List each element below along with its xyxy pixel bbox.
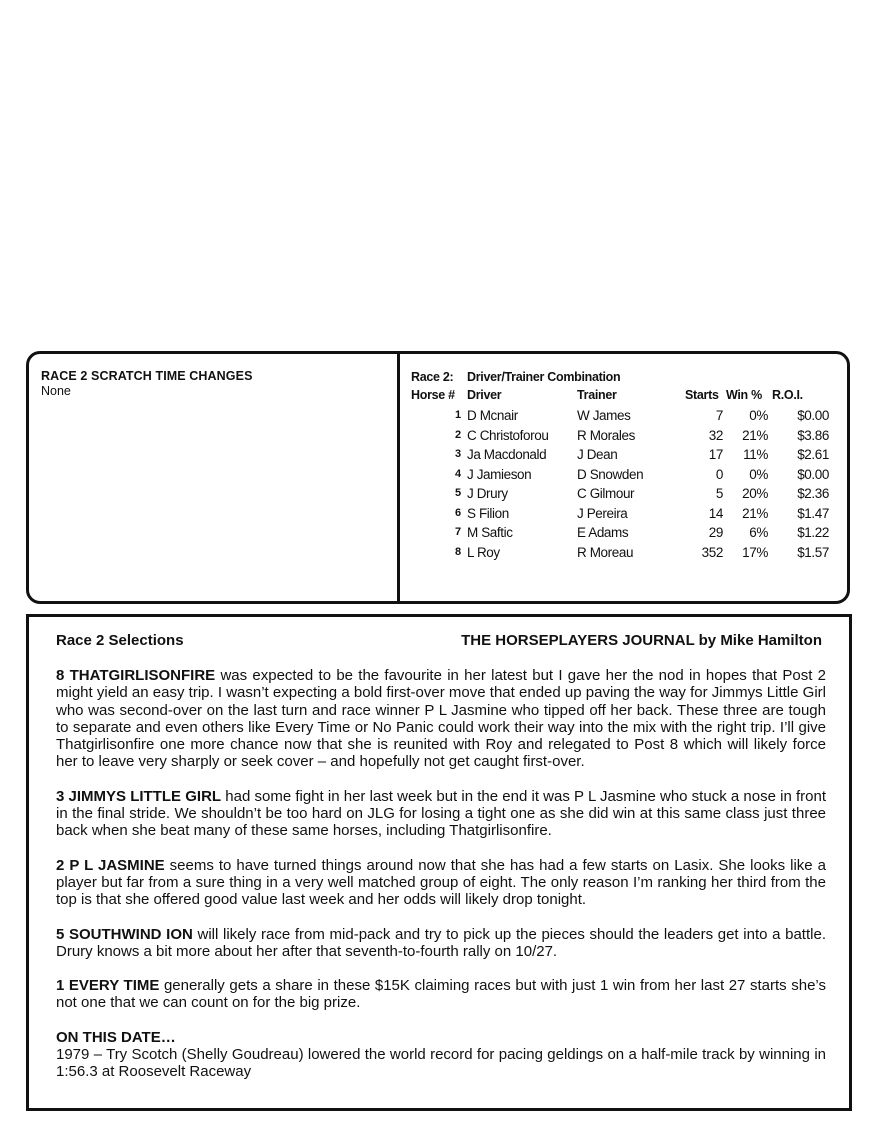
driver-name: L Roy xyxy=(467,544,500,560)
pick-text: had some fight in her last week but in the end it was P L Jasmine who stuck a nose in front in the final stride. We shouldn’t be too hard on JLG for losing a tight one as she did win at this same class just three back when she beat many of these same horses, including Thatgirlisonfire. xyxy=(56,787,827,840)
pick-name: 2 P L JASMINE xyxy=(56,856,165,874)
win-pct-value: 21% xyxy=(742,427,768,443)
starts-value: 14 xyxy=(708,505,723,521)
scratch-body: None xyxy=(41,384,71,398)
driver-name: M Saftic xyxy=(467,525,513,540)
table-row xyxy=(411,445,841,465)
driver-name: D Mcnair xyxy=(467,408,518,423)
pick-paragraph xyxy=(56,926,826,961)
win-pct-value: 17% xyxy=(742,544,768,560)
selections-header xyxy=(56,632,822,649)
table-title-row xyxy=(411,370,841,386)
pick-text: seems to have turned things around now that she has had a few starts on Lasix. She looks like a player but far from a sure thing in a very well matched group of eight. The only reason I’m ranking her third from the top is that she offered good value last week and her odds will likely drop tonight. xyxy=(56,856,826,909)
roi-value: $1.22 xyxy=(797,525,829,540)
starts-value: 0 xyxy=(715,466,723,482)
on-this-date-text: 1979 – Try Scotch (Shelly Goudreau) lowered the world record for pacing geldings on a half-mile track by winning in 1:56.3 at Roosevelt Raceway xyxy=(56,1046,826,1081)
pick-name: 3 JIMMYS LITTLE GIRL xyxy=(56,787,222,805)
pick-name: 8 THATGIRLISONFIRE xyxy=(56,667,216,684)
pick-name: 5 SOUTHWIND ION xyxy=(56,925,193,943)
table-header-row xyxy=(411,386,841,406)
trainer-name: J Pereira xyxy=(577,505,628,521)
selections-content xyxy=(56,667,826,1098)
scratch-time-changes xyxy=(41,369,253,398)
starts-value: 17 xyxy=(708,447,723,462)
driver-trainer-table xyxy=(411,370,841,562)
win-pct-value: 11% xyxy=(743,447,768,462)
trainer-name: W James xyxy=(577,408,631,423)
pick-text: was expected to be the favourite in her latest but I gave her the nod in hopes that Post 2 might yield an easy trip. I wasn’t expecting a bold first-over move that ended up paving the way for Jimmys Little Girl who was second-over on the last turn and race winner P L Jasmine who tipped off her back. These three are tough to separate and even others like Every Time or No Panic could work their way into the mix with the right trip. I’ll give Thatgirlisonfire one more chance now that she is reunited with Roy and relegated to Post 8 which will likely force her to leave very sharply or seek cover – and hopefully not get caught first-over. xyxy=(56,667,826,771)
trainer-name: C Gilmour xyxy=(577,486,635,501)
col-horse: Horse # xyxy=(411,388,455,402)
journal-title: THE HORSEPLAYERS JOURNAL by Mike Hamilton xyxy=(461,632,822,649)
col-trainer: Trainer xyxy=(577,388,617,402)
trainer-name: R Moreau xyxy=(577,544,634,560)
on-this-date-title: ON THIS DATE… xyxy=(56,1028,176,1046)
horse-number: 4 xyxy=(455,467,461,480)
roi-value: $2.61 xyxy=(797,447,829,462)
table-row xyxy=(411,504,841,524)
starts-value: 29 xyxy=(708,525,723,540)
roi-value: $1.57 xyxy=(797,544,829,560)
roi-value: $2.36 xyxy=(797,486,829,501)
table-row xyxy=(411,543,841,563)
driver-name: J Drury xyxy=(467,486,508,501)
starts-value: 7 xyxy=(715,408,723,423)
win-pct-value: 21% xyxy=(742,505,768,521)
col-starts: Starts xyxy=(685,388,719,402)
driver-name: Ja Macdonald xyxy=(467,447,547,462)
trainer-name: J Dean xyxy=(577,447,618,462)
roi-value: $1.47 xyxy=(797,505,829,521)
roi-value: $0.00 xyxy=(797,408,829,423)
horse-number: 8 xyxy=(455,545,461,558)
race-info-box xyxy=(26,351,850,604)
table-title: Driver/Trainer Combination xyxy=(467,370,621,384)
horse-number: 2 xyxy=(455,428,461,441)
col-driver: Driver xyxy=(467,388,502,402)
trainer-name: D Snowden xyxy=(577,466,644,482)
horse-number: 5 xyxy=(455,487,461,499)
col-win: Win % xyxy=(726,388,762,402)
pick-name: 1 EVERY TIME xyxy=(56,977,160,995)
race-label: Race 2: xyxy=(411,370,454,384)
pick-paragraph xyxy=(56,977,826,1012)
trainer-name: E Adams xyxy=(577,525,629,540)
win-pct-value: 0% xyxy=(749,408,768,423)
driver-name: J Jamieson xyxy=(467,466,532,482)
horse-number: 6 xyxy=(455,506,461,519)
driver-name: C Christoforou xyxy=(467,427,549,443)
starts-value: 352 xyxy=(701,544,723,560)
table-row xyxy=(411,406,841,426)
pick-paragraph xyxy=(56,667,826,771)
horse-number: 7 xyxy=(455,526,461,538)
pick-paragraph xyxy=(56,857,826,909)
on-this-date xyxy=(56,1029,826,1081)
roi-value: $3.86 xyxy=(797,427,829,443)
table-row xyxy=(411,484,841,504)
pick-text: will likely race from mid-pack and try to pick up the pieces should the leaders get into a battle. Drury knows a bit more about her after that seventh-to-fourth rally on 10/27. xyxy=(56,925,826,960)
trainer-name: R Morales xyxy=(577,427,635,443)
roi-value: $0.00 xyxy=(797,466,829,482)
table-row xyxy=(411,523,841,543)
win-pct-value: 6% xyxy=(749,525,768,540)
starts-value: 32 xyxy=(708,427,723,443)
selections-title: Race 2 Selections xyxy=(56,632,184,649)
horse-number: 1 xyxy=(455,409,461,421)
col-roi: R.O.I. xyxy=(772,388,803,402)
table-rows xyxy=(411,406,841,562)
driver-name: S Filion xyxy=(467,505,509,521)
selections-box xyxy=(26,614,852,1111)
pick-paragraph xyxy=(56,788,826,840)
scratch-title: RACE 2 SCRATCH TIME CHANGES xyxy=(41,369,253,383)
pick-text: generally gets a share in these $15K claiming races but with just 1 win from her last 27 starts she’s not one that we can count on for the big prize. xyxy=(56,977,826,1012)
table-row xyxy=(411,426,841,446)
win-pct-value: 0% xyxy=(749,466,768,482)
horse-number: 3 xyxy=(455,448,461,460)
table-row xyxy=(411,465,841,485)
box-divider xyxy=(397,354,400,601)
win-pct-value: 20% xyxy=(742,486,768,501)
starts-value: 5 xyxy=(715,486,723,501)
